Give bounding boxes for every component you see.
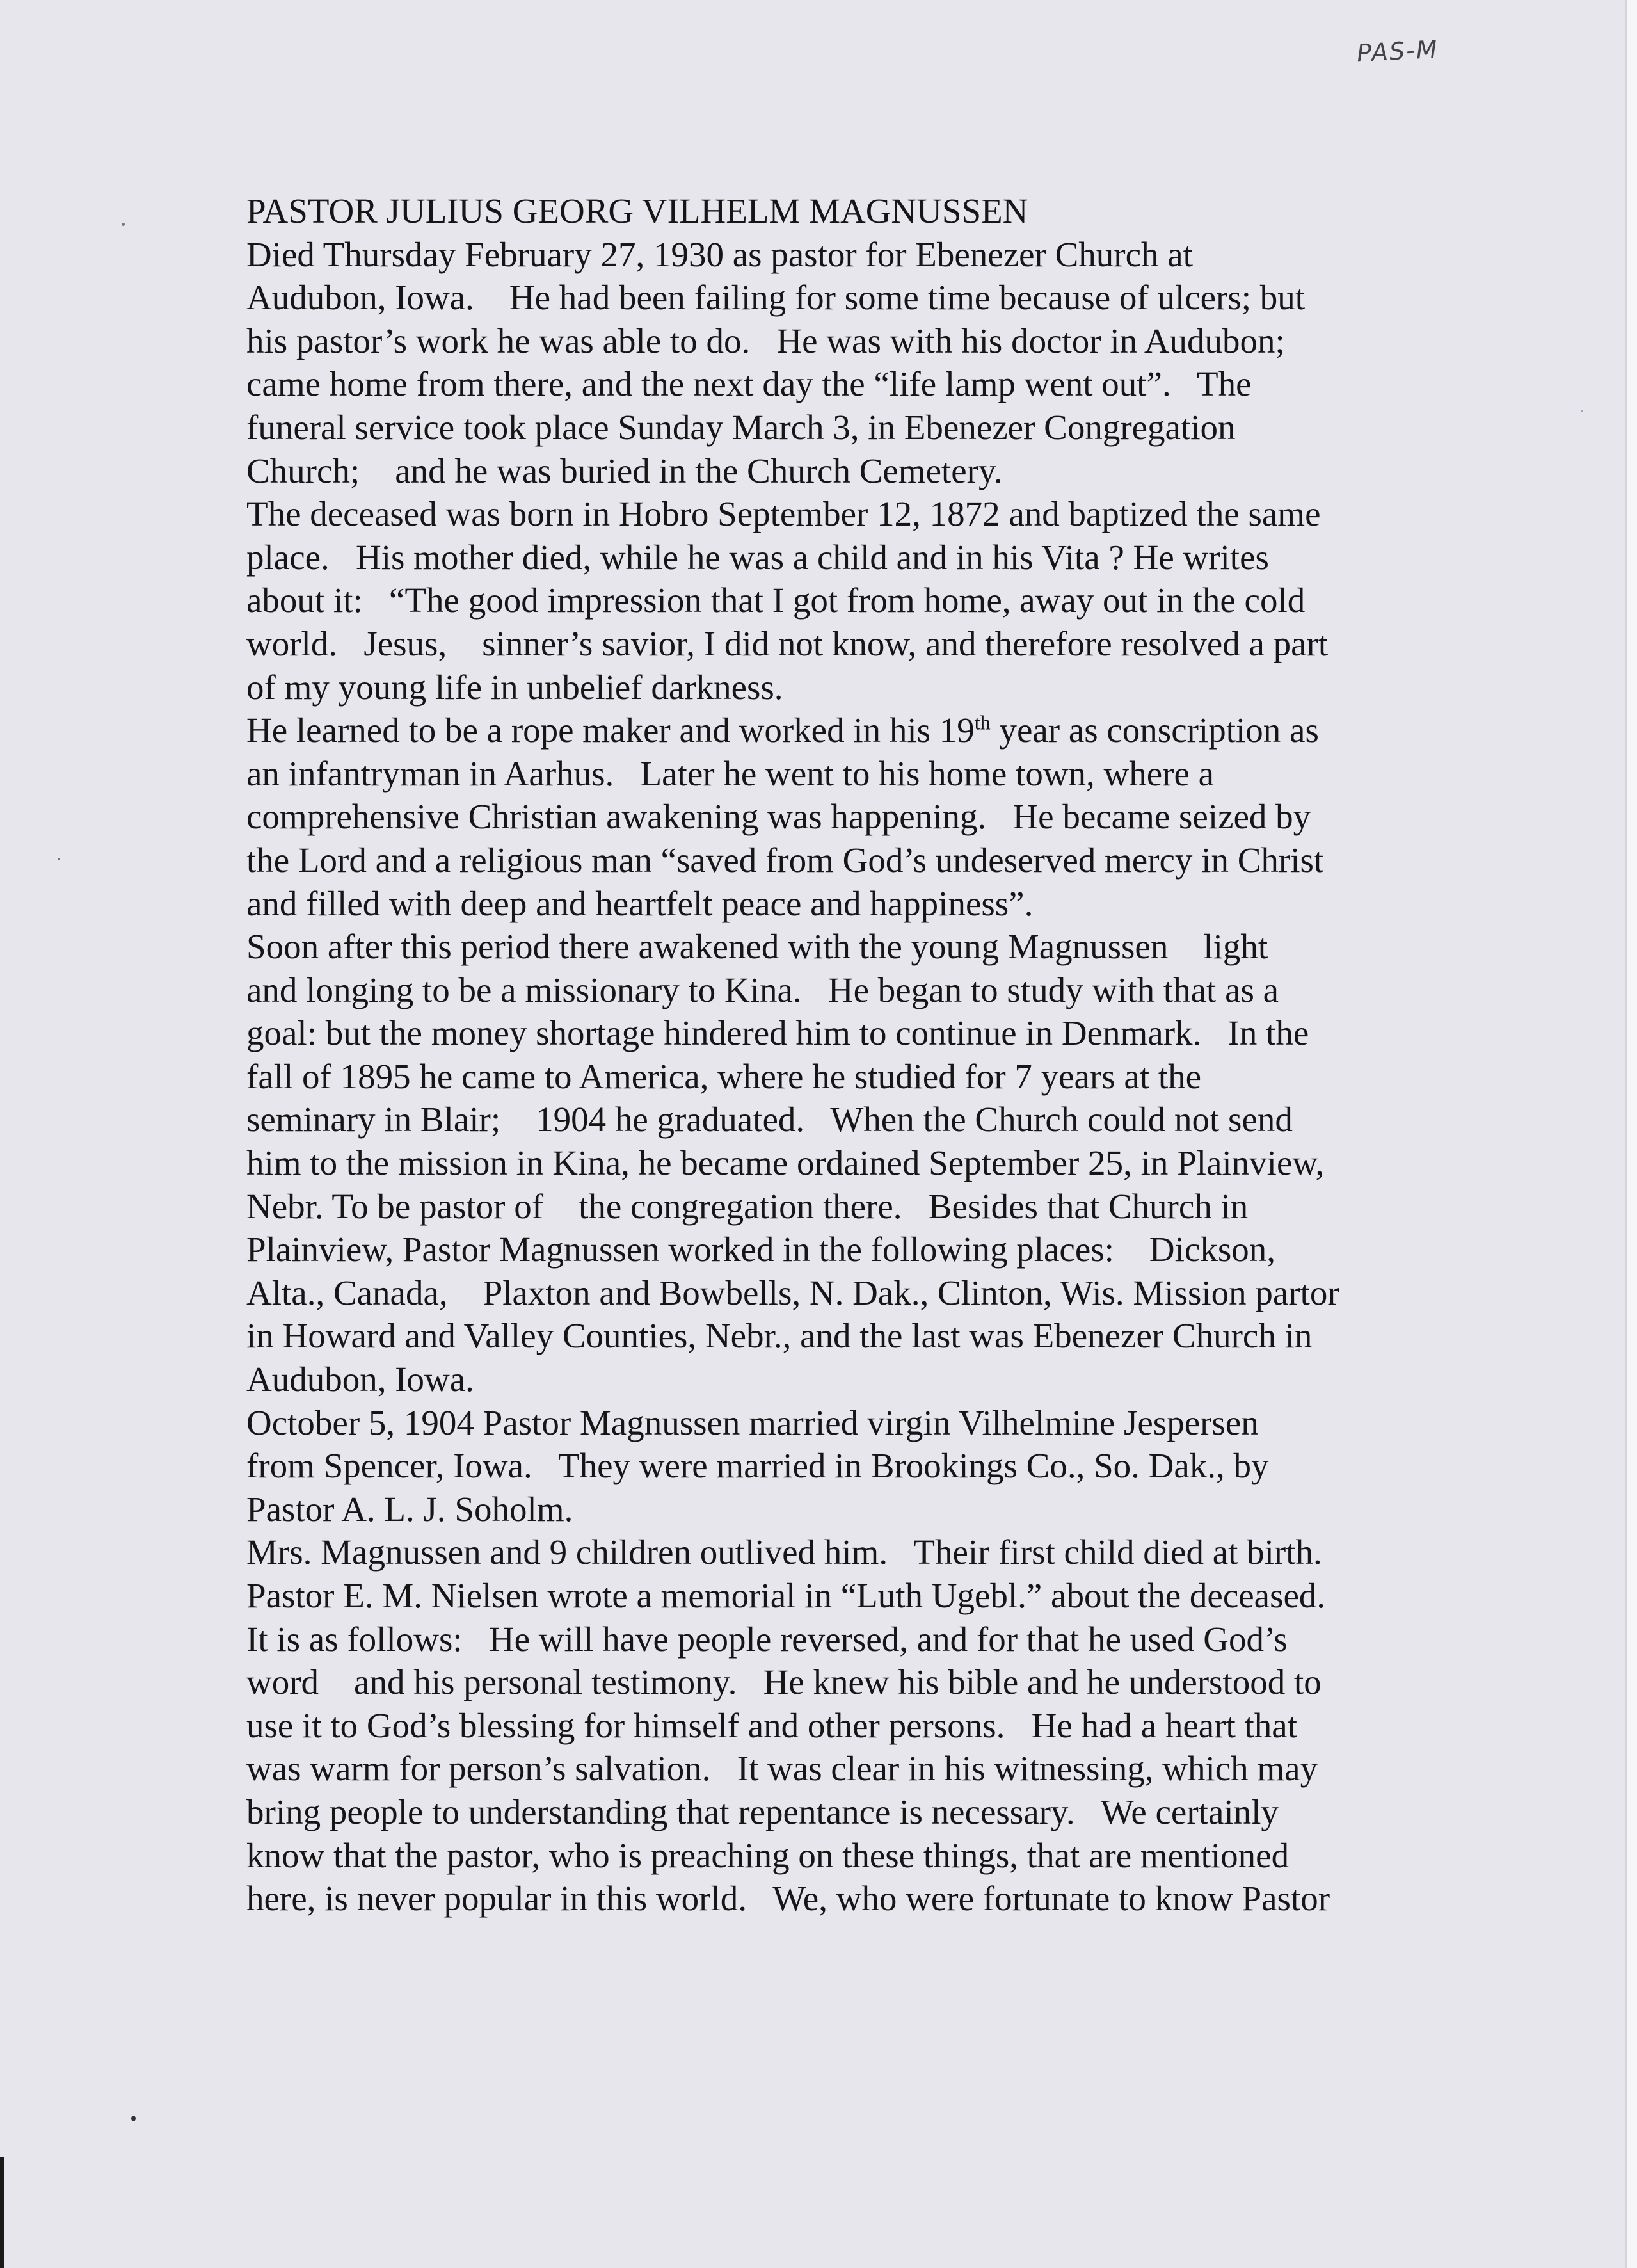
line-text-after-superscript: year as conscription as xyxy=(990,711,1319,750)
scan-edge-shadow xyxy=(0,2157,4,2268)
text-line: an infantryman in Aarhus. Later he went to his home town, where a xyxy=(246,753,1215,793)
text-line: Audubon, Iowa. xyxy=(246,1360,474,1399)
text-line: bring people to understanding that repentance is necessary. We certainly xyxy=(246,1792,1279,1831)
text-line: October 5, 1904 Pastor Magnussen married virgin Vilhelmine Jespersen xyxy=(246,1403,1259,1442)
text-line: here, is never popular in this world. We, who were fortunate to know Pastor xyxy=(246,1879,1330,1918)
text-line: Soon after this period there awakened with the young Magnussen light xyxy=(246,927,1268,967)
text-line: fall of 1895 he came to America, where he studied for 7 years at the xyxy=(246,1056,1202,1096)
line-text-before-superscript: He learned to be a rope maker and worked in his 19 xyxy=(246,711,975,750)
ordinal-superscript: th xyxy=(974,711,991,734)
text-line: goal: but the money shortage hindered him to continue in Denmark. In the xyxy=(246,1013,1309,1053)
page-edge xyxy=(1625,0,1637,2268)
text-line: about it: “The good impression that I got from home, away out in the cold xyxy=(246,581,1306,620)
text-line: seminary in Blair; 1904 he graduated. When the Church could not send xyxy=(246,1100,1293,1139)
text-line: world. Jesus, sinner’s savior, I did not know, and therefore resolved a part xyxy=(246,623,1329,663)
text-line: Mrs. Magnussen and 9 children outlived him. Their first child died at birth. xyxy=(246,1532,1322,1572)
text-line: place. His mother died, while he was a child and in his Vita ? He writes xyxy=(246,537,1269,577)
text-line: Nebr. To be pastor of the congregation there. Besides that Church in xyxy=(246,1186,1249,1226)
scan-speck xyxy=(131,2116,136,2121)
text-line: him to the mission in Kina, he became ordained September 25, in Plainview, xyxy=(246,1143,1325,1183)
text-line: came home from there, and the next day the “life lamp went out”. The xyxy=(246,364,1252,404)
text-line: his pastor’s work he was able to do. He was with his doctor in Audubon; xyxy=(246,321,1285,360)
text-line: Died Thursday February 27, 1930 as pastor for Ebenezer Church at xyxy=(246,234,1193,274)
text-line: The deceased was born in Hobro September 12, 1872 and baptized the same xyxy=(246,494,1321,534)
paragraph-group-1 xyxy=(246,233,1526,709)
text-line: from Spencer, Iowa. They were married in Brookings Co., So. Dak., by xyxy=(246,1446,1269,1486)
text-line: Plainview, Pastor Magnussen worked in the following places: Dickson, xyxy=(246,1230,1275,1269)
text-line: and longing to be a missionary to Kina. He began to study with that as a xyxy=(246,970,1279,1009)
text-line: word and his personal testimony. He knew his bible and he understood to xyxy=(246,1662,1322,1702)
text-line: Pastor E. M. Nielsen wrote a memorial in “Luth Ugebl.” about the deceased. xyxy=(246,1576,1326,1615)
text-line: in Howard and Valley Counties, Nebr., and the last was Ebenezer Church in xyxy=(246,1316,1313,1356)
document-heading: PASTOR JULIUS GEORG VILHELM MAGNUSSEN xyxy=(246,191,1028,230)
text-line: Church; and he was buried in the Church Cemetery. xyxy=(246,451,1003,490)
text-line: funeral service took place Sunday March 3, in Ebenezer Congregation xyxy=(246,407,1236,447)
text-line: use it to God’s blessing for himself and other persons. He had a heart that xyxy=(246,1705,1297,1745)
scan-speck xyxy=(1581,410,1583,412)
text-line: Audubon, Iowa. He had been failing for some time because of ulcers; but xyxy=(246,278,1306,318)
text-line: It is as follows: He will have people reversed, and for that he used God’s xyxy=(246,1619,1288,1659)
scan-speck xyxy=(122,223,125,226)
paragraph-group-2 xyxy=(246,752,1526,1920)
text-line: of my young life in unbelief darkness. xyxy=(246,667,783,707)
text-line: the Lord and a religious man “saved from God’s undeserved mercy in Christ xyxy=(246,840,1324,880)
text-line: know that the pastor, who is preaching on these things, that are mentioned xyxy=(246,1835,1290,1875)
handwritten-annotation: PAS-M xyxy=(1355,35,1439,68)
text-line: was warm for person’s salvation. It was clear in his witnessing, which may xyxy=(246,1749,1318,1789)
text-line xyxy=(246,709,1526,752)
text-line: and filled with deep and heartfelt peace and happiness”. xyxy=(246,883,1034,923)
document-body xyxy=(246,189,1526,1920)
text-line: Alta., Canada, Plaxton and Bowbells, N. Dak., Clinton, Wis. Mission partor xyxy=(246,1273,1339,1312)
scan-speck xyxy=(58,858,60,860)
text-line: Pastor A. L. J. Soholm. xyxy=(246,1489,573,1529)
text-line: comprehensive Christian awakening was happening. He became seized by xyxy=(246,797,1311,837)
